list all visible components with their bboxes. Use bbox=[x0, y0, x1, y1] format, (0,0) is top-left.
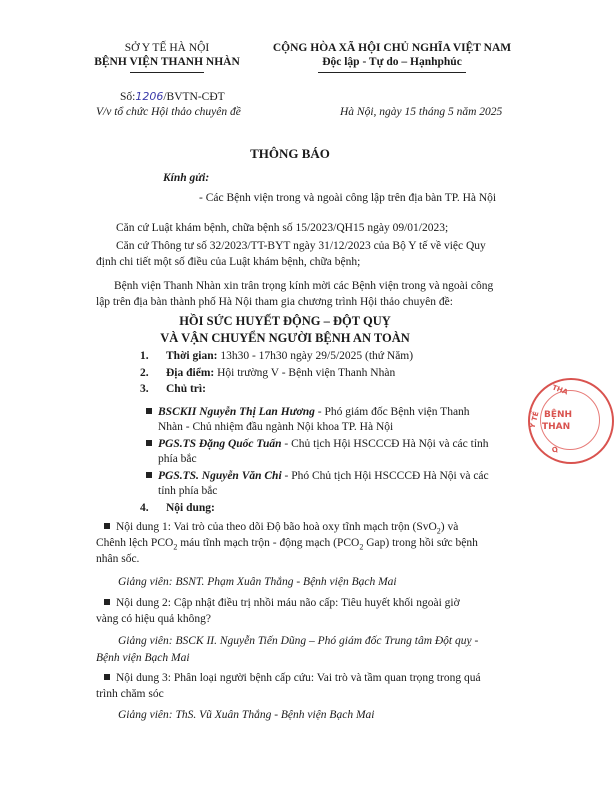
place-value: Hội trường V - Bệnh viện Thanh Nhàn bbox=[214, 367, 396, 379]
content-1-speaker: Giảng viên: BSNT. Phạm Xuân Thắng - Bệnh viện Bạch Mai bbox=[118, 576, 397, 588]
place-label: Địa điểm: bbox=[166, 367, 215, 379]
doc-number-prefix: Số: bbox=[120, 91, 136, 103]
recipients-label: Kính gửi: bbox=[163, 172, 210, 184]
recipients-item: - Các Bệnh viện trong và ngoài công lập trên địa bàn TP. Hà Nội bbox=[199, 192, 497, 204]
motto: Độc lập - Tự do – Hạnhphúc bbox=[322, 56, 462, 68]
document-subject: V/v tổ chức Hội thảo chuyên đề bbox=[96, 106, 241, 118]
content-2-line-1 bbox=[104, 597, 460, 609]
doc-number-suffix: /BVTN-CĐT bbox=[163, 91, 225, 103]
notice-title: THÔNG BÁO bbox=[250, 146, 330, 161]
red-seal-stamp bbox=[528, 378, 614, 464]
hospital-name: BỆNH VIỆN THANH NHÀN bbox=[94, 56, 240, 68]
basis-line-2: Căn cứ Thông tư số 32/2023/TT-BYT ngày 31/12/2023 của Bộ Y tế về việc Quy bbox=[116, 240, 486, 252]
chair-2-role: - Chủ tịch Hội HSCCCĐ Hà Nội và các tỉnh bbox=[281, 438, 489, 450]
chair-2-role-cont: phía bắc bbox=[158, 453, 197, 465]
basis-line-1: Căn cứ Luật khám bệnh, chữa bệnh số 15/2023/QH15 ngày 09/01/2023; bbox=[116, 222, 449, 234]
invite-line-1: Bệnh viện Thanh Nhàn xin trân trọng kính mời các Bệnh viện trong và ngoài công bbox=[114, 280, 494, 292]
bullet-square-icon bbox=[104, 674, 110, 680]
chair-1 bbox=[146, 406, 470, 418]
content-1-line-1 bbox=[104, 521, 458, 535]
content-1-text-d: máu tĩnh mạch trộn - động mạch (PCO bbox=[177, 537, 360, 549]
bullet-square-icon bbox=[146, 408, 152, 414]
content-2-line-2: vàng có hiệu quả không? bbox=[96, 613, 211, 625]
basis-line-3: định chi tiết một số điều của Luật khám bệnh, chữa bệnh; bbox=[96, 256, 361, 268]
chair-3-role: - Phó Chủ tịch Hội HSCCCĐ Hà Nội và các bbox=[281, 470, 489, 482]
content-3-speaker: Giảng viên: ThS. Vũ Xuân Thắng - Bệnh viện Bạch Mai bbox=[118, 709, 375, 721]
time-value: 13h30 - 17h30 ngày 29/5/2025 (thứ Năm) bbox=[217, 350, 414, 362]
stamp-text: Q bbox=[550, 445, 560, 455]
time-label: Thời gian: bbox=[166, 350, 218, 362]
chair-1-role: - Phó giám đốc Bệnh viện Thanh bbox=[314, 406, 470, 418]
header-right-underline bbox=[318, 72, 466, 73]
item-2-number: 2. bbox=[140, 367, 149, 379]
item-1-number: 1. bbox=[140, 350, 149, 362]
content-2-speaker-1: Giảng viên: BSCK II. Nguyễn Tiến Dũng – Phó giám đốc Trung tâm Đột quỵ - bbox=[118, 635, 479, 647]
content-1-text-b: ) và bbox=[440, 521, 459, 533]
stamp-text: THAN bbox=[542, 422, 571, 432]
stamp-text: BỆNH bbox=[544, 410, 573, 420]
content-3-line-1 bbox=[104, 672, 481, 684]
stamp-text: THA bbox=[551, 383, 569, 397]
bullet-square-icon bbox=[146, 472, 152, 478]
chair-1-name: BSCKII Nguyễn Thị Lan Hương bbox=[158, 406, 315, 418]
chair-3-name: PGS.TS. Nguyễn Văn Chi bbox=[158, 470, 282, 482]
content-label: Nội dung: bbox=[166, 502, 215, 514]
content-3-line-2: trình chăm sóc bbox=[96, 688, 164, 700]
item-time bbox=[166, 350, 413, 362]
content-1-line-2 bbox=[96, 537, 478, 551]
document-date: Hà Nội, ngày 15 tháng 5 năm 2025 bbox=[340, 106, 503, 118]
bullet-square-icon bbox=[104, 523, 110, 529]
stamp-text: Y TẾ bbox=[528, 410, 541, 430]
agency-name: SỞ Y TẾ HÀ NỘI bbox=[124, 42, 210, 54]
subscript: 2 bbox=[173, 542, 178, 552]
content-1-text-a: Nội dung 1: Vai trò của theo dõi Độ bão hoà oxy tĩnh mạch trộn (SvO bbox=[116, 521, 437, 533]
stamp-inner-ring bbox=[540, 390, 600, 450]
chair-2 bbox=[146, 438, 489, 450]
item-3-number: 3. bbox=[140, 383, 149, 395]
document-number bbox=[120, 90, 225, 103]
item-place bbox=[166, 367, 395, 379]
subscript: 2 bbox=[436, 526, 441, 536]
chair-1-role-cont: Nhàn - Chủ nhiệm đầu ngành Nội khoa TP. Hà Nội bbox=[158, 421, 394, 433]
content-1-text-e: Gap) trong hồi sức bệnh bbox=[363, 537, 478, 549]
doc-number-handwritten: 1206 bbox=[135, 90, 164, 103]
chair-2-name: PGS.TS Đặng Quốc Tuấn bbox=[158, 438, 282, 450]
content-2-speaker-2: Bệnh viện Bạch Mai bbox=[96, 652, 190, 664]
subscript: 2 bbox=[359, 542, 364, 552]
content-3-text: Nội dung 3: Phân loại người bệnh cấp cứu: Vai trò và tầm quan trọng trong quá bbox=[116, 672, 481, 684]
chair-label: Chủ trì: bbox=[166, 383, 206, 395]
event-title-line-2: VÀ VẬN CHUYỂN NGƯỜI BỆNH AN TOÀN bbox=[160, 331, 410, 345]
country-title: CỘNG HÒA XÃ HỘI CHỦ NGHĨA VIỆT NAM bbox=[272, 42, 512, 54]
bullet-square-icon bbox=[104, 599, 110, 605]
invite-line-2: lập trên địa bàn thành phố Hà Nội tham gia chương trình Hội thảo chuyên đề: bbox=[96, 296, 453, 308]
header-left-underline bbox=[130, 72, 204, 73]
item-4-number: 4. bbox=[140, 502, 149, 514]
content-2-text: Nội dung 2: Cập nhật điều trị nhồi máu não cấp: Tiêu huyết khối ngoài giờ bbox=[116, 597, 460, 609]
chair-3-role-cont: tỉnh phía bắc bbox=[158, 485, 218, 497]
event-title-line-1: HỒI SỨC HUYẾT ĐỘNG – ĐỘT QUỴ bbox=[179, 314, 391, 328]
chair-3 bbox=[146, 470, 489, 482]
content-1-text-c: Chênh lệch PCO bbox=[96, 537, 174, 549]
bullet-square-icon bbox=[146, 440, 152, 446]
content-1-line-3: nhân sốc. bbox=[96, 553, 140, 565]
